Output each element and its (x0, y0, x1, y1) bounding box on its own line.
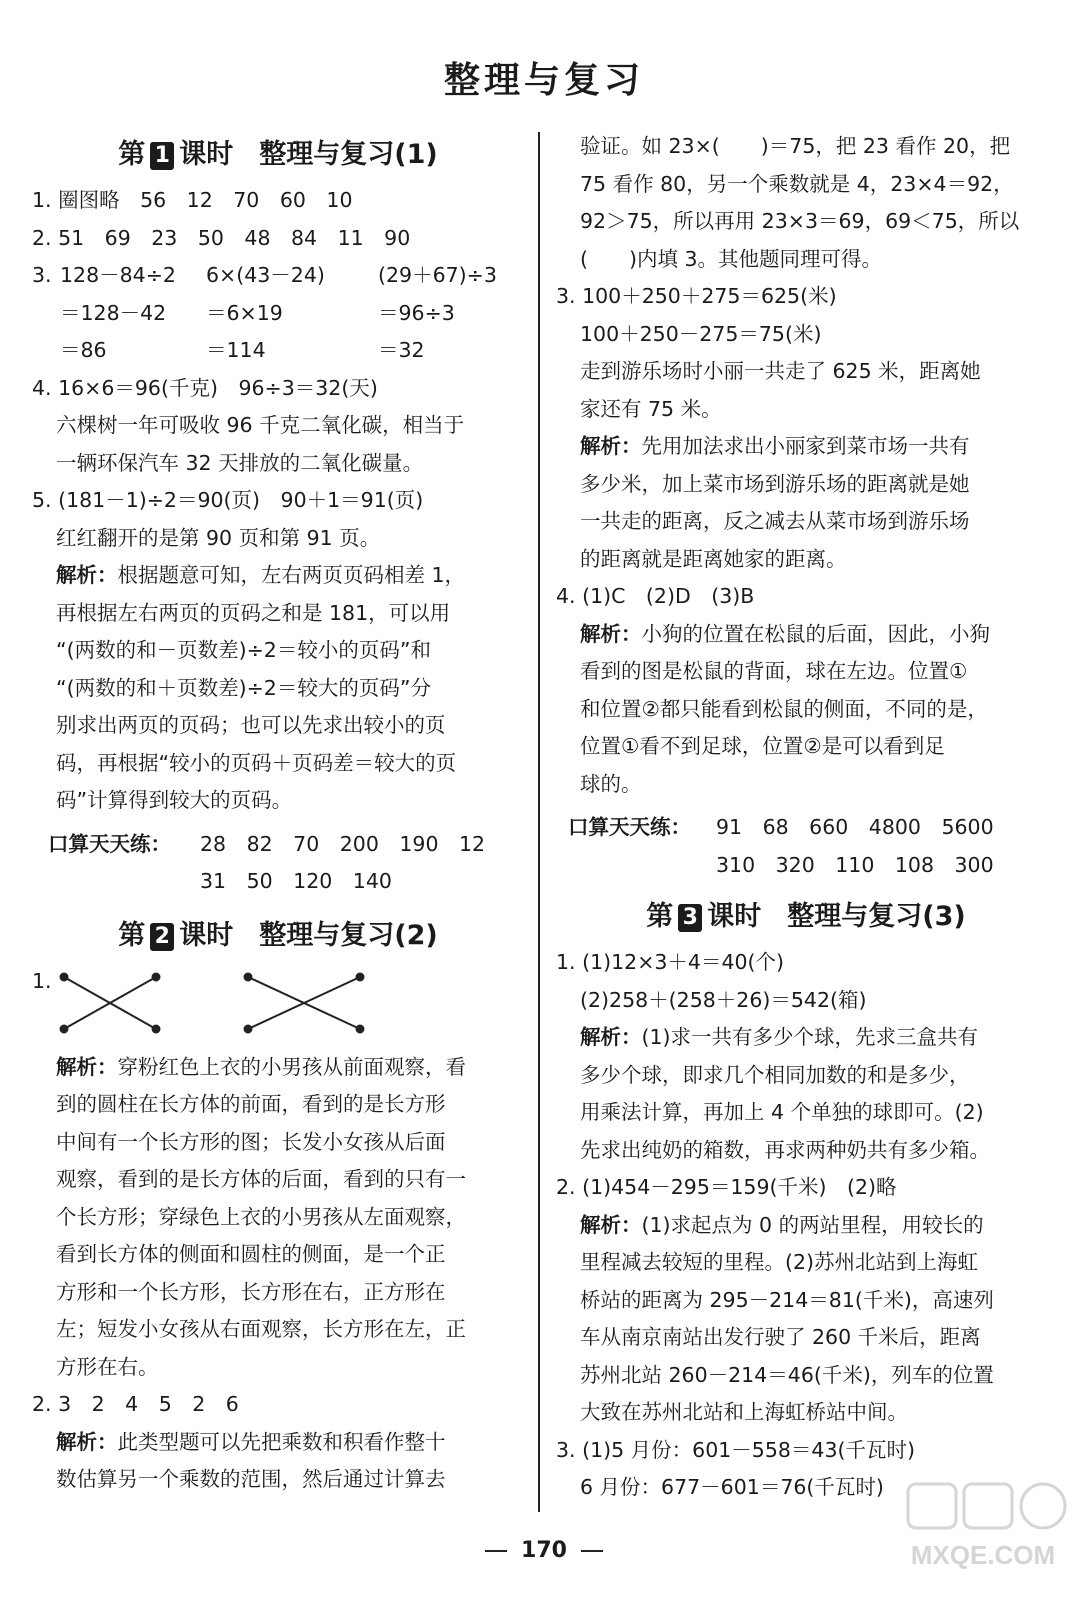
analysis-line: 位置①看不到足球，位置②是可以看到足 (580, 734, 945, 758)
calc-row: ＝86 ＝114 ＝32 (60, 338, 425, 362)
analysis-line: 观察，看到的是长方体的后面，看到的只有一 (56, 1167, 466, 1191)
analysis-line: 多少个球，即求几个相同加数的和是多少， (580, 1062, 970, 1087)
answer-line: 1. (1)12×3＋4＝40(个) (556, 950, 785, 974)
answer-line: 走到游乐场时小丽一共走了 625 米，距离她 (580, 359, 981, 383)
analysis-line: 苏州北站 260－214＝46(千米)，列车的位置 (580, 1362, 994, 1387)
lesson-number-badge: 2 (150, 923, 174, 951)
section-heading-3: 第 3 课时 整理与复习(3) (646, 901, 966, 932)
right-column (556, 128, 1056, 1507)
analysis-line: 解析：穿粉红色上衣的小男孩从前面观察，看 (56, 1054, 466, 1079)
matching-diagram-row: 1. (32, 963, 524, 1049)
analysis-line: 桥站的距离为 295－214＝81(千米)，高速列 (580, 1287, 994, 1312)
answer-line: 一辆环保汽车 32 天排放的二氧化碳量。 (56, 450, 424, 475)
answer-line: 3. (1)5 月份：601－558＝43(千瓦时) (556, 1437, 916, 1462)
analysis-line: 和位置②都只能看到松鼠的侧面，不同的是， (580, 696, 988, 721)
lesson-number-badge: 1 (150, 142, 174, 170)
answer-line: 5. (181－1)÷2＝90(页) 90＋1＝91(页) (32, 488, 424, 512)
analysis-line: 数估算另一个乘数的范围，然后通过计算去 (56, 1467, 446, 1491)
calc-row: ＝128－42 ＝6×19 ＝96÷3 (60, 300, 455, 325)
answer-line: 3. 100＋250＋275＝625(米) (556, 284, 837, 308)
analysis-line: 解析：先用加法求出小丽家到菜市场一共有 (580, 434, 970, 458)
oral-practice: 口算天天练： 91 68 660 4800 5600 310 320 110 108 300 (568, 815, 994, 877)
analysis-line: 多少米，加上菜市场到游乐场的距离就是她 (580, 471, 970, 496)
answer-line: 4. (1)C (2)D (3)B (556, 584, 755, 608)
analysis-line: 92＞75，所以再用 23×3＝69，69＜75，所以 (580, 209, 1020, 233)
section-heading-2: 第 2 课时 整理与复习(2) (118, 919, 438, 951)
oral-practice: 口算天天练： 28 82 70 200 190 12 31 50 120 140 (48, 831, 486, 893)
analysis-line: 个长方形；穿绿色上衣的小男孩从左面观察， (56, 1204, 466, 1229)
analysis-line: 方形和一个长方形，长方形在右，正方形在 (56, 1279, 446, 1304)
answer-line: 六棵树一年可吸收 96 千克二氧化碳，相当于 (56, 413, 465, 437)
analysis-line: “(两数的和－页数差)÷2＝较小的页码”和 (56, 638, 431, 662)
analysis-line: 左；短发小女孩从右面观察，长方形在左，正 (56, 1317, 466, 1341)
analysis-line: 解析：小狗的位置在松鼠的后面，因此，小狗 (580, 621, 990, 646)
analysis-line: 再根据左右两页的页码之和是 181，可以用 (56, 600, 451, 625)
answer-line: 2. (1)454－295＝159(千米) (2)略 (556, 1175, 897, 1199)
answer-line: 6 月份：677－601＝76(千瓦时) (580, 1475, 884, 1499)
analysis-line: ( )内填 3。其他题同理可得。 (580, 246, 883, 271)
answer-line: 红红翻开的是第 90 页和第 91 页。 (56, 525, 381, 550)
watermark-logo (888, 1478, 1078, 1578)
analysis-line: 码”计算得到较大的页码。 (56, 788, 293, 812)
answer-line: 100＋250－275＝75(米) (580, 321, 822, 346)
analysis-line: 到的圆柱在长方体的前面，看到的是长方形 (56, 1092, 446, 1116)
analysis-line: 75 看作 80，另一个乘数就是 4，23×4＝92， (580, 171, 1014, 196)
page-title: 整理与复习 (443, 60, 644, 101)
analysis-line: 别求出两页的页码；也可以先求出较小的页 (56, 713, 446, 737)
analysis-line: 中间有一个长方形的图；长发小女孩从后面 (56, 1129, 446, 1154)
analysis-line: 先求出纯奶的箱数，再求两种奶共有多少箱。 (580, 1137, 990, 1162)
analysis-line: 球的。 (580, 771, 642, 796)
matching-lines-figure (56, 967, 376, 1043)
answer-line: 家还有 75 米。 (580, 396, 722, 421)
page-number: 170 (0, 1538, 1088, 1563)
calc-row: 3. 128－84÷2 6×(43－24) (29＋67)÷3 (32, 263, 497, 287)
answer-line: 1. 圈图略 56 12 70 60 10 (32, 188, 353, 212)
column-divider (538, 132, 540, 1512)
answer-line: 2. 3 2 4 5 2 6 (32, 1392, 239, 1416)
lesson-number-badge: 3 (678, 904, 702, 932)
svg-text:MXQE.COM: MXQE.COM (910, 1540, 1056, 1570)
analysis-line: 验证。如 23×( )＝75，把 23 看作 20，把 (580, 134, 1011, 158)
analysis-line: 解析：(1)求一共有多少个球，先求三盒共有 (580, 1025, 979, 1049)
answer-line: (2)258＋(258＋26)＝542(箱) (580, 987, 867, 1012)
analysis-line: 方形在右。 (56, 1354, 159, 1379)
analysis-line: 解析：此类型题可以先把乘数和积看作整十 (56, 1429, 446, 1454)
analysis-line: 码，再根据“较小的页码＋页码差＝较大的页 (56, 750, 457, 775)
analysis-line: 里程减去较短的里程。(2)苏州北站到上海虹 (580, 1250, 979, 1274)
analysis-line: 的距离就是距离她家的距离。 (580, 546, 847, 571)
analysis-line: 解析：(1)求起点为 0 的两站里程，用较长的 (580, 1212, 984, 1237)
analysis-line: 看到长方体的侧面和圆柱的侧面，是一个正 (56, 1242, 446, 1266)
analysis-line: 一共走的距离，反之减去从菜市场到游乐场 (580, 509, 970, 533)
analysis-line: 解析：根据题意可知，左右两页页码相差 1， (56, 563, 466, 587)
answer-line: 4. 16×6＝96(千克) 96÷3＝32(天) (32, 375, 378, 400)
analysis-line: “(两数的和＋页数差)÷2＝较大的页码”分 (56, 675, 431, 700)
section-heading-1: 第 1 课时 整理与复习(1) (118, 139, 438, 170)
answer-line: 2. 51 69 23 50 48 84 11 90 (32, 225, 411, 250)
analysis-line: 大致在苏州北站和上海虹桥站中间。 (580, 1400, 908, 1424)
analysis-line: 用乘法计算，再加上 4 个单独的球即可。(2) (580, 1100, 984, 1124)
analysis-line: 看到的图是松鼠的背面，球在左边。位置① (580, 659, 968, 683)
analysis-line: 车从南京南站出发行驶了 260 千米后，距离 (580, 1325, 981, 1349)
left-column (32, 128, 524, 1499)
